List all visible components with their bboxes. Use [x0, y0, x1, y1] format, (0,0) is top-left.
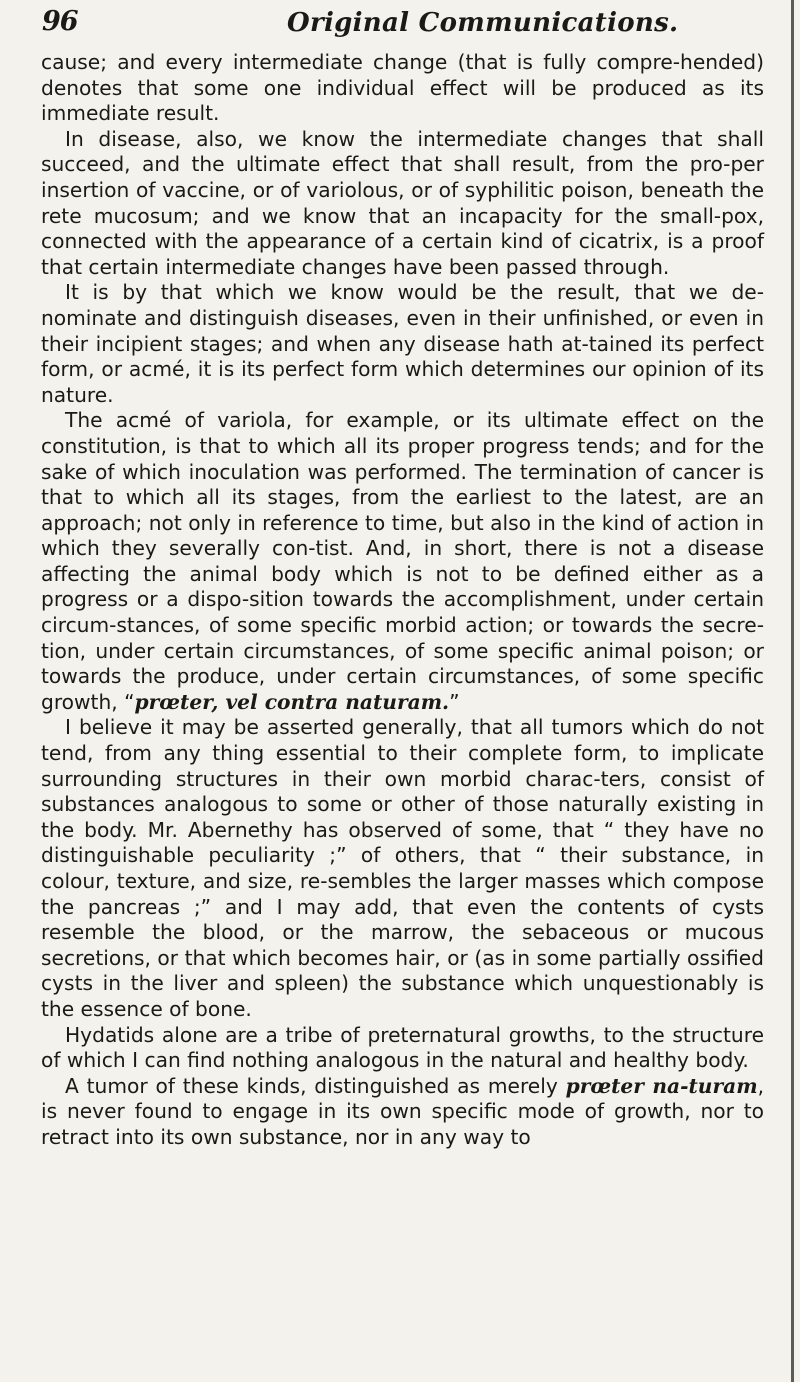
paragraph-text-end: ”	[449, 689, 460, 714]
paragraph-text: The acmé of variola, for example, or its ultimate effect on the constitution, is that to which all its proper progress tends; and for the sake of which inoculation was performed. The termination of cancer is that to which all its stages, from the earliest to the latest, are an approach; not only in reference to time, but also in the kind of action in which they severally con-tist. And, in short, there is not a disease affecting the animal body which is not to be defined either as a progress or a dispo-sition towards the accomplishment, under certain circum-stances, of some specific morbid action; or towards the secre-tion, under certain circumstances, of some specific animal poison; or towards the produce, under certain circumstances, of some specific growth, “	[41, 408, 764, 714]
paragraph-text-end: , is never found to engage in its own specific mode of growth, nor to retract into its own substance, nor in any way to	[41, 1073, 764, 1149]
page-edge-divider	[791, 0, 794, 1382]
latin-phrase: prœter na-turam	[565, 1073, 758, 1098]
latin-phrase: prœter, vel contra naturam.	[134, 689, 450, 714]
paragraph-text: I believe it may be asserted generally, that all tumors which do not tend, from any thing essential to their complete form, to implicate surrounding structures in their own morbid charac-ters, consist of substances analogous to some or other of those naturally existing in the body. Mr. Abernethy has observed of some, that “ they have no distinguishable peculiarity ;” of others, that “ their substance, in colour, texture, and size, re-sembles the larger masses which compose the pancreas ;” and I may add, that even the contents of cysts resemble the blood, or the marrow, the sebaceous or mucous secretions, or that which becomes hair, or (as in some partially ossified cysts in the liver and spleen) the substance which unquestionably is the essence of bone.	[41, 715, 764, 1021]
paragraph-5	[41, 715, 764, 1022]
paragraph-text: In disease, also, we know the intermediate changes that shall succeed, and the ultimate effect that shall result, from the pro-per insertion of vaccine, or of variolous, or of syphilitic poison, beneath the rete mucosum; and we know that an incapacity for the small-pox, connected with the appearance of a certain kind of cicatrix, is a proof that certain intermediate changes have been passed through.	[41, 126, 764, 279]
paragraph-3	[41, 280, 764, 408]
paragraph-text: It is by that which we know would be the result, that we de-nominate and distinguish diseases, even in their unfinished, or even in their incipient stages; and when any disease hath at-tained its perfect form, or acmé, it is its perfect form which determines our opinion of its nature.	[41, 280, 764, 407]
paragraph-text: cause; and every intermediate change (that is fully compre-hended) denotes that some one individual effect will be produced as its immediate result.	[41, 50, 764, 126]
paragraph-6	[41, 1023, 764, 1074]
page-header	[42, 6, 762, 46]
paragraph-1	[41, 50, 764, 127]
paragraph-7	[41, 1074, 764, 1151]
page-number: 96	[42, 6, 78, 37]
running-title: Original Communications.	[287, 8, 679, 38]
paragraph-text: Hydatids alone are a tribe of preternatural growths, to the structure of which I can find nothing analogous in the natural and healthy body.	[41, 1022, 764, 1073]
paragraph-text: A tumor of these kinds, distinguished as merely	[65, 1073, 566, 1098]
body-text	[41, 50, 764, 1151]
paragraph-2	[41, 127, 764, 281]
paragraph-4	[41, 408, 764, 715]
